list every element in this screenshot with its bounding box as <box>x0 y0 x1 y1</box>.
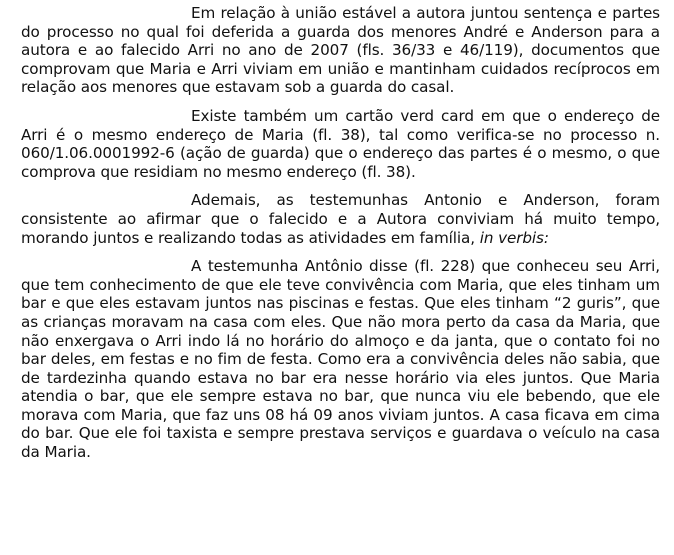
in-verbis-italic: in verbis: <box>479 228 549 247</box>
paragraph-cartao-endereco: Existe também um cartão verd card em que o endereço de Arri é o mesmo endereço de Maria (fl. 38), tal como verifica-se no processo n. 060/1.06.0001992-6 (ação de guarda) que o endereço das partes é o mesmo, o que comprova que residiam no mesmo endereço (fl. 38). <box>21 106 660 181</box>
paragraph-testemunhas-text: Ademais, as testemunhas Antonio e Anderson, foram consistente ao afirmar que o falecido e a Autora conviviam há muito tempo, morando juntos e realizando todas as atividades em família, <box>21 191 660 247</box>
paragraph-testemunho-antonio: A testemunha Antônio disse (fl. 228) que conheceu seu Arri, que tem conhecimento de que ele teve convivência com Maria, que eles tinham um bar e que eles estavam juntos nas piscinas e festas. Que eles tinham “2 guris”, que as crianças moravam na casa com eles. Que não mora perto da casa da Maria, que não enxergava o Arri indo lá no horário do almoço e da janta, que o contato foi no bar deles, em festas e no fim de festa. Como era a convivência deles não sabia, que de tardezinha quando estava no bar era nesse horário via eles juntos. Que Maria atendia o bar, que ele sempre estava no bar, que nunca viu ele bebendo, que ele morava com Maria, que faz uns 08 há 09 anos viviam juntos. A casa ficava em cima do bar. Que ele foi taxista e sempre prestava serviços e guardava o veículo na casa da Maria. <box>21 257 660 462</box>
paragraph-testemunhas <box>21 191 660 247</box>
paragraph-uniao-estavel: Em relação à união estável a autora juntou sentença e partes do processo no qual foi deferida a guarda dos menores André e Anderson para a autora e ao falecido Arri no ano de 2007 (fls. 36/33 e 46/119), documentos que comprovam que Maria e Arri viviam em união e mantinham cuidados recíprocos em relação aos menores que estavam sob a guarda do casal. <box>21 4 660 97</box>
